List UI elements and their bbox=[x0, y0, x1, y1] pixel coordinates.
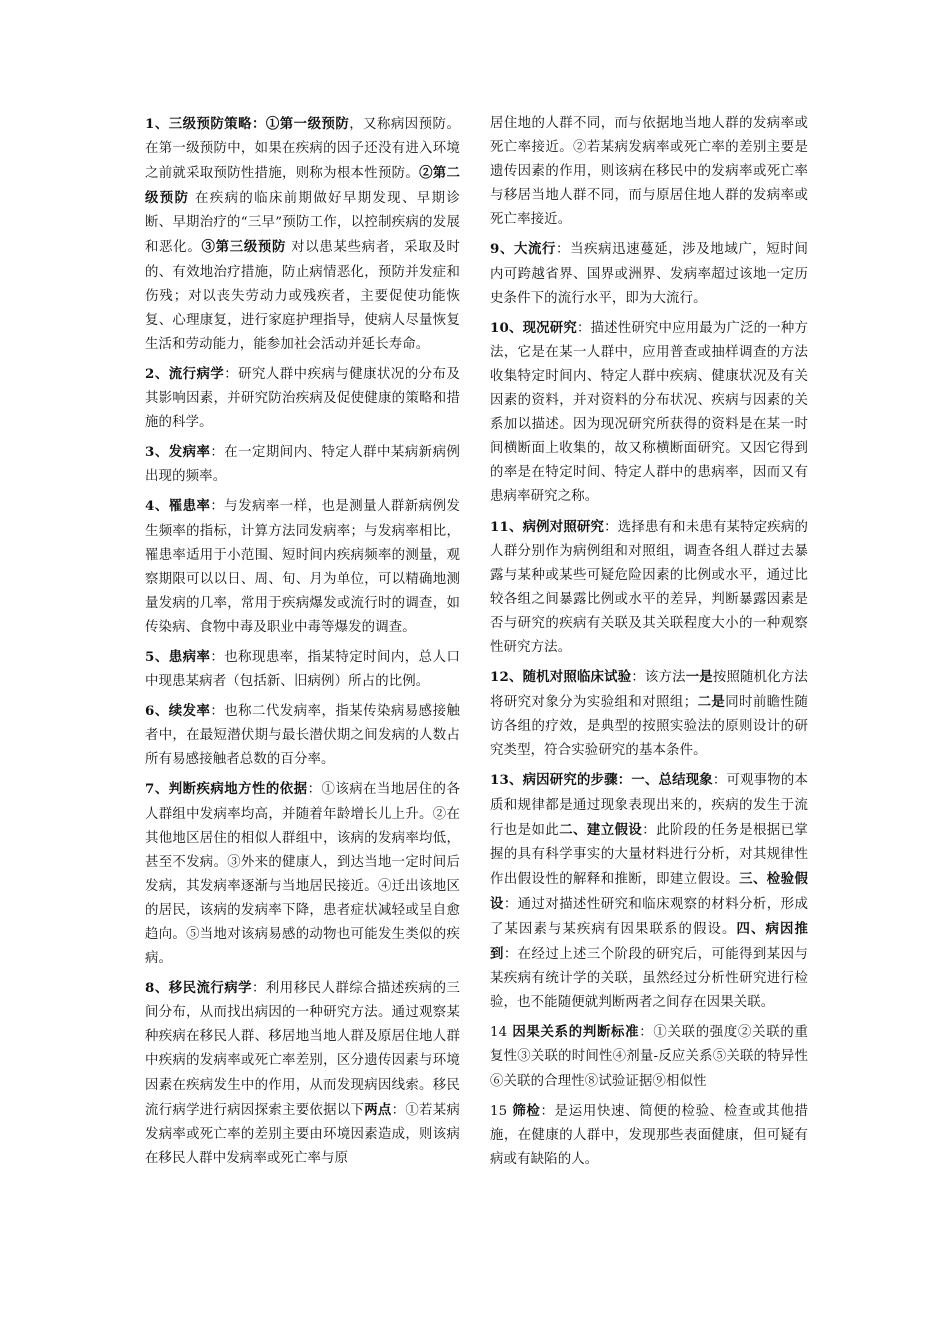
paragraph-text: ，又称病因预防。在第一级预防中，如果在疾病的因子还没有进入环境之前就采取预防性措施，则称为根本性预防。 bbox=[145, 117, 460, 182]
paragraph-text: 对以患某些病者，采取及时的、有效地治疗措施，防止病情恶化，预防并发症和伤残；对以丧失劳动力或残疾者，主要促使功能恢复、心理康复，进行家庭护理指导，使病人尽量恢复生活和劳动能力，能参加社会活动并延长寿命。 bbox=[145, 240, 460, 352]
paragraph-item-2 bbox=[145, 362, 460, 435]
paragraph-text: ：研究人群中疾病与健康状况的分布及其影响因素，并研究防治疾病及促使健康的策略和措施的科学。 bbox=[145, 366, 460, 431]
paragraph-item-8c bbox=[490, 112, 808, 232]
paragraph-text: ：①关联的强度②关联的重复性③关联的时间性④剂量-反应关系⑤关联的特异性⑥关联的合理性⑧试验证据⑨相似性 bbox=[490, 1025, 808, 1089]
paragraph-text: ：当疾病迅速蔓延，涉及地域广，短时间内可跨越省界、国界或洲界、发病率超过该地一定历史条件下的流行水平，即为大流行。 bbox=[490, 242, 808, 306]
term-heading: 12、随机对照临床试验 bbox=[490, 669, 632, 686]
paragraph-item-3 bbox=[145, 440, 460, 489]
term-heading: 二、建立假设 bbox=[559, 821, 643, 838]
paragraph-text: ：利用移民人群综合描述疾病的三间分布，从而找出病因的一种研究方法。通过观察某种疾病在移民人群、移居地当地人群及原居住地人群中疾病的发病率或死亡率差别，区分遗传因素与环境因素在疾病发生中的作用，从而发现病因线索。移民流行病学进行病因探索主要依据以下 bbox=[145, 981, 460, 1118]
term-heading: 8、移民流行病学 bbox=[145, 980, 253, 997]
paragraph-text: ：该方法 bbox=[631, 670, 686, 686]
term-heading: 筛检 bbox=[512, 1102, 541, 1119]
term-heading: 四、病因推到 bbox=[490, 921, 808, 963]
paragraph-text: ：也称现患率，指某特定时间内，总人口中现患某病者（包括新、旧病例）所占的比例。 bbox=[145, 649, 460, 690]
paragraph-text: ：描述性研究中应用最为广泛的一种方法，它是在某一人群中，应用普查或抽样调查的方法收集特定时间内、特定人群中疾病、健康状况及有关因素的资料，并对资料的分布状况、疾病与因素的关系加以描述。因为现况研究所获得的资料是在某一时间横断面上收集的，故又称横断面研究。又因它得到的率是在特定时间、特定人群中的患病率，因而又有患病率研究之称。 bbox=[490, 320, 808, 505]
term-heading: 4、罹患率 bbox=[145, 498, 211, 515]
paragraph-item-1 bbox=[145, 112, 460, 357]
paragraph-text: 按照随机化方法将研究对象分为实验组和对照组； bbox=[490, 670, 808, 711]
paragraph-item-9 bbox=[490, 237, 808, 310]
right-column bbox=[490, 112, 808, 1177]
paragraph-text: ：也称二代发病率，指某传染病易感接触者中，在最短潜伏期与最长潜伏期之间发病的人数占所有易感接触者总数的百分率。 bbox=[145, 704, 460, 768]
paragraph-item-10 bbox=[490, 316, 808, 510]
term-heading: 因果关系的判断标准 bbox=[512, 1024, 640, 1041]
paragraph-text: 14 bbox=[490, 1025, 513, 1041]
paragraph-text: ：选择患有和未患有某特定疾病的人群分别作为病例组和对照组，调查各组人群过去暴露与某种或某些可疑危险因素的比例或水平，通过比较各组之间暴露比例或水平的差异，判断暴露因素是否与研究的疾病有关联及其关联程度大小的一种观察性研究方法。 bbox=[490, 519, 809, 655]
term-heading: ③第三级预防 bbox=[201, 239, 287, 256]
paragraph-text: ：在经过上述三个阶段的研究后，可能得到某因与某疾病有统计学的关联，虽然经过分析性研究进行检验，也不能随便就判断两者之间存在因果关联。 bbox=[490, 947, 808, 1011]
paragraph-item-8 bbox=[145, 976, 460, 1171]
paragraph-item-13 bbox=[490, 768, 808, 1015]
paragraph-item-6 bbox=[145, 699, 460, 772]
term-heading: ②第二级预防 bbox=[145, 165, 461, 207]
paragraph-text: ：在一定期间内、特定人群中某病新病例出现的频率。 bbox=[145, 445, 460, 485]
paragraph-text: ：①若某病发病率或死亡率的差别主要由环境因素造成，则该病在移民人群中发病率或死亡率与原 bbox=[145, 1102, 460, 1166]
paragraph-item-7 bbox=[145, 777, 460, 971]
term-heading: 13、病因研究的步骤：一、总结现象 bbox=[490, 772, 713, 789]
term-heading: 三、检验假设 bbox=[490, 870, 809, 912]
term-heading: 1、三级预防策略：①第一级预防 bbox=[145, 116, 350, 132]
term-heading: 二是 bbox=[697, 694, 726, 711]
term-heading: 7、判断疾病地方性的依据 bbox=[145, 781, 308, 798]
paragraph-item-11 bbox=[490, 515, 808, 661]
paragraph-text: ：此阶段的任务是根据已掌握的具有科学事实的大量材料进行分析，对其规律性作出假设性的解释和推断，即建立假设。 bbox=[490, 822, 808, 887]
left-column bbox=[145, 112, 460, 1176]
term-heading: 2、流行病学 bbox=[145, 365, 225, 382]
paragraph-item-5 bbox=[145, 645, 460, 694]
term-heading: 6、续发率 bbox=[145, 703, 211, 720]
term-heading: 5、患病率 bbox=[145, 648, 211, 665]
paragraph-item-15 bbox=[490, 1099, 808, 1172]
paragraph-item-12 bbox=[490, 665, 808, 763]
term-heading: 一是 bbox=[685, 669, 713, 686]
term-heading: 9、大流行 bbox=[490, 241, 557, 258]
paragraph-text: 15 bbox=[490, 1103, 513, 1119]
term-heading: 两点 bbox=[364, 1101, 392, 1118]
paragraph-item-4 bbox=[145, 494, 460, 640]
term-heading: 11、病例对照研究 bbox=[490, 518, 605, 535]
paragraph-item-14 bbox=[490, 1020, 808, 1093]
term-heading: 10、现况研究 bbox=[490, 319, 577, 336]
term-heading: 3、发病率 bbox=[145, 444, 211, 461]
paragraph-text: 在疾病的临床前期做好早期发现、早期诊断、早期治疗的“三早”预防工作，以控制疾病的发展和恶化。 bbox=[145, 191, 460, 256]
paragraph-text: ：是运用快速、简便的检验、检查或其他措施，在健康的人群中，发现那些表面健康，但可疑有病或有缺陷的人。 bbox=[490, 1103, 808, 1167]
paragraph-text: ：①该病在当地居住的各人群组中发病率均高，并随着年龄增长儿上升。②在其他地区居住的相似人群组中，该病的发病率均低，甚至不发病。③外来的健康人，到达当地一定时间后发病，其发病率逐渐与当地居民接近。④迁出该地区的居民，该病的发病率下降，患者症状减轻或呈自愈趋向。⑤当地对该病易感的动物也可能发生类似的疾病。 bbox=[145, 782, 460, 967]
paragraph-text: 居住地的人群不同，而与依据地当地人群的发病率或死亡率接近。②若某病发病率或死亡率的差别主要是遗传因素的作用，则该病在移民中的发病率或死亡率与移居当地人群不同，而与原居住地人群的发病率或死亡率接近。 bbox=[490, 116, 808, 228]
paragraph-text: 同时前瞻性随访各组的疗效，是典型的按照实验法的原则设计的研究类型，符合实验研究的基本条件。 bbox=[490, 695, 808, 759]
paragraph-text: ：通过对描述性研究和临床观察的材料分析，形成了某因素与某疾病有因果联系的假设。 bbox=[490, 896, 808, 937]
paragraph-text: ：与发病率一样，也是测量人群新病例发生频率的指标，计算方法同发病率；与发病率相比，罹患率适用于小范围、短时间内疾病频率的测量，观察期限可以以日、周、旬、月为单位，可以精确地测量发病的几率，常用于疾病爆发或流行时的调查，如传染病、食物中毒及职业中毒等爆发的调查。 bbox=[145, 499, 460, 635]
paragraph-text: ：可观事物的本质和规律都是通过现象表现出来的，疾病的发生于流行也是如此 bbox=[490, 773, 808, 838]
